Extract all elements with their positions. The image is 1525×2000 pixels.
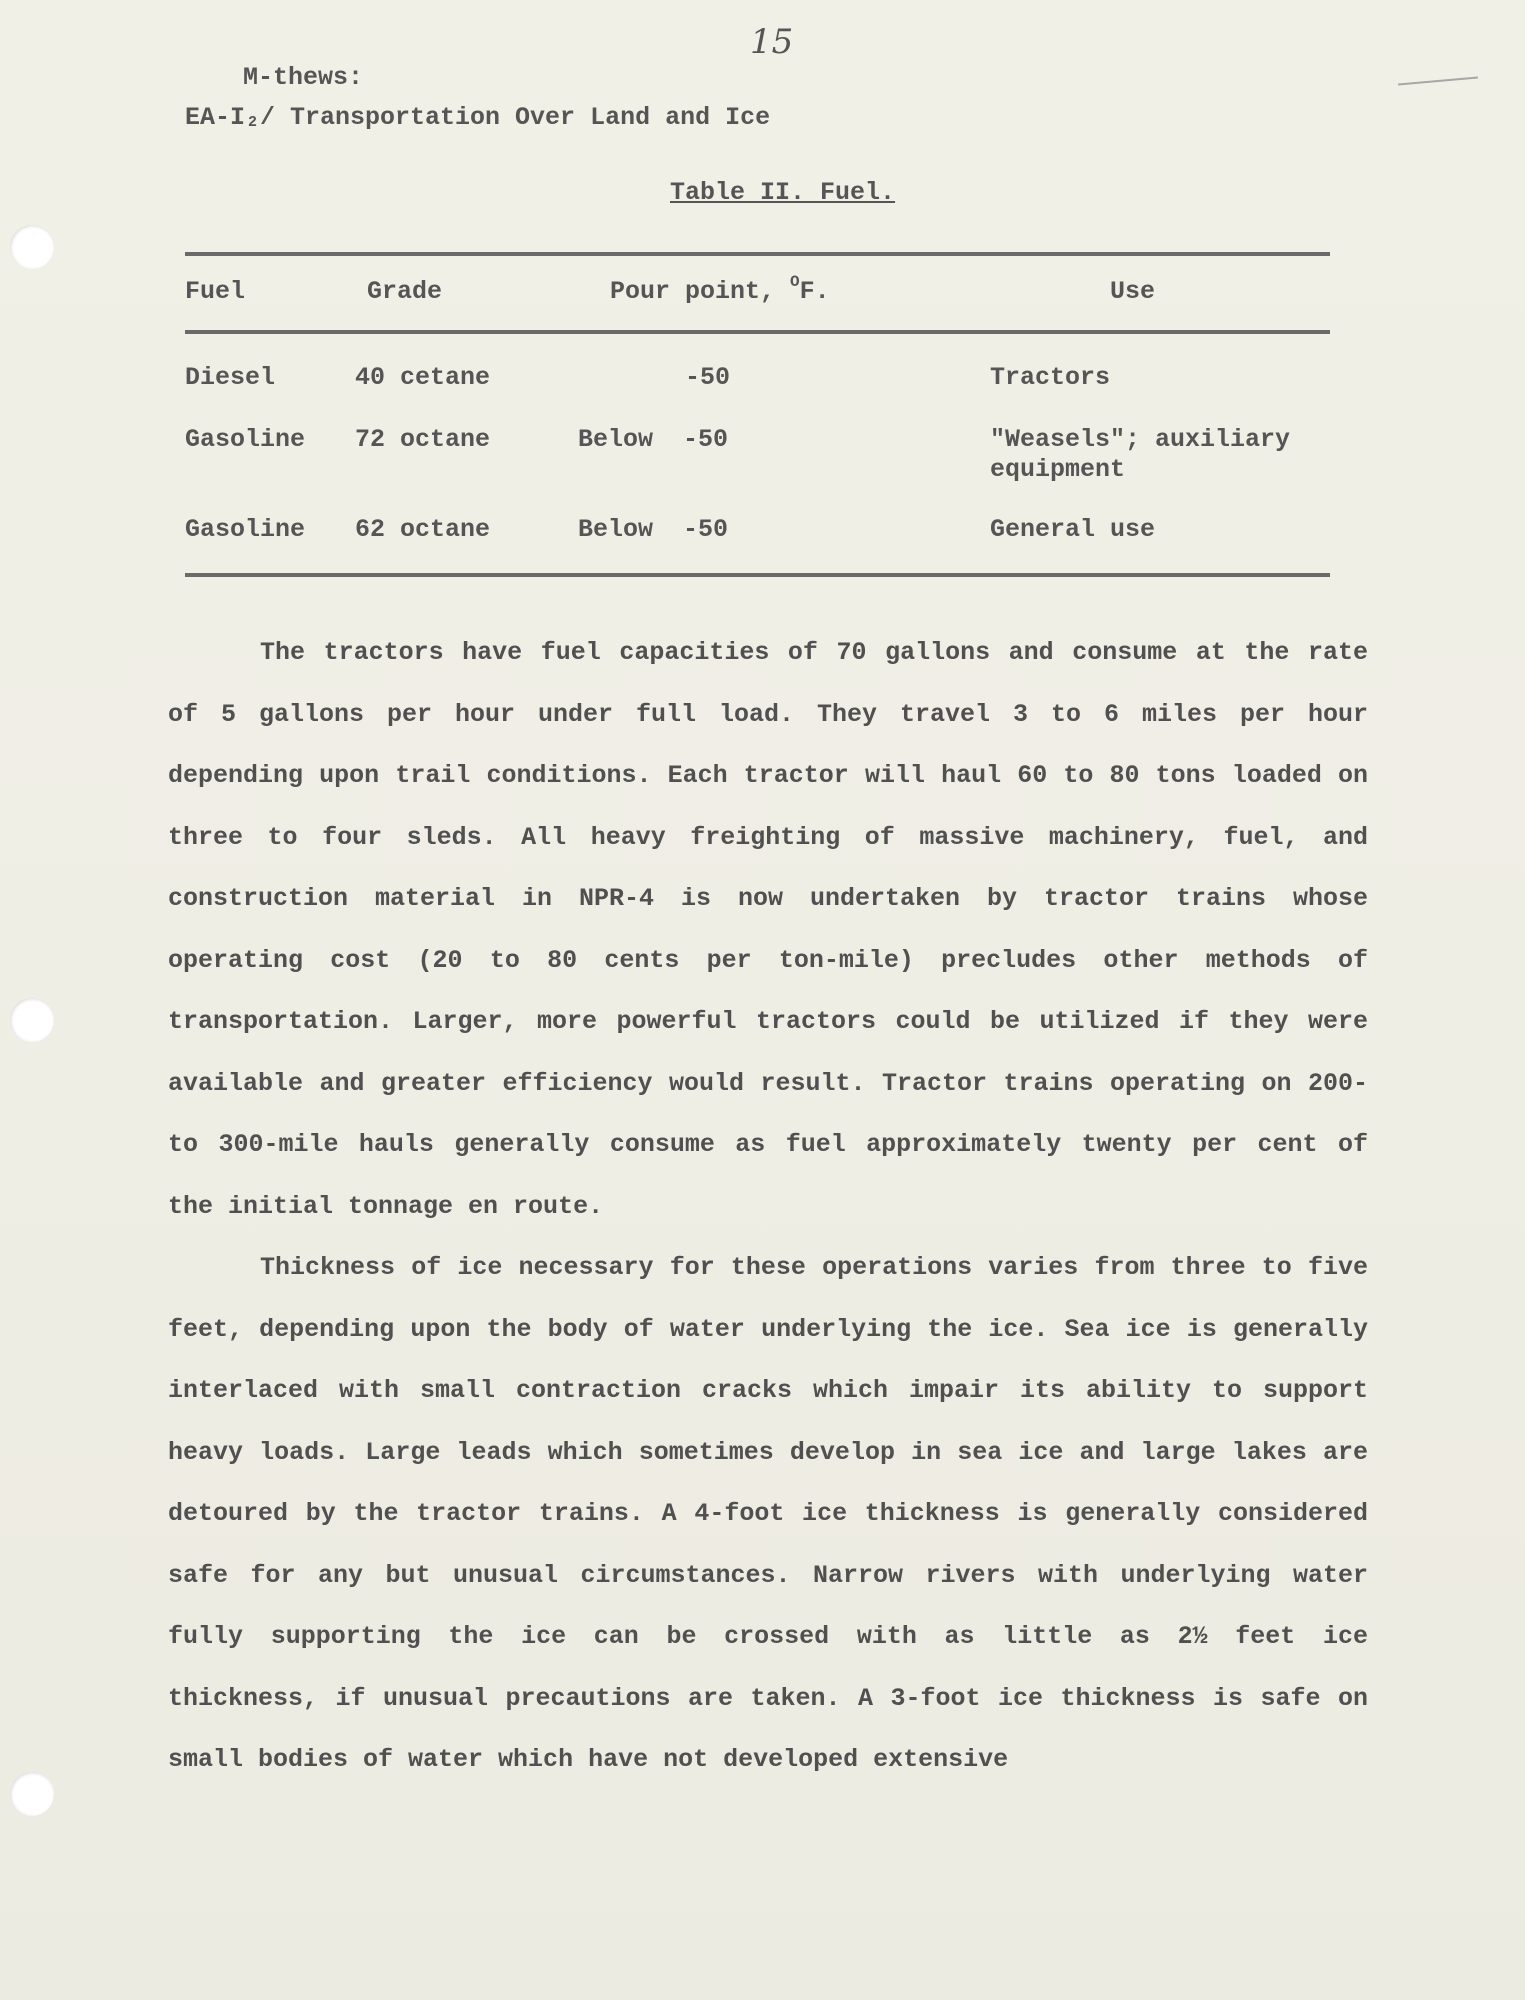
paragraph-tractors: The tractors have fuel capacities of 70 gallons and consume at the rate of 5 gallons per hour under full load. They travel 3 to 6 miles per hour depending upon trail conditions. Each tractor will haul 60 to 80 tons loaded on three to four sleds. All heavy freighting of massive machinery, fuel, and construction material in NPR-4 is now undertaken by tractor trains whose operating cost (20 to 80 cents per ton-mile) precludes other methods of transportation. Larger, more powerful tractors could be utilized if they were available and greater efficiency would result. Tractor trains operating on 200- to 300-mile hauls generally consume as fuel approximately twenty per cent of the initial tonnage en route. [168,638,1368,1221]
row-1-pour-point: -50 [685,363,731,392]
section-title: EA-I₂/ Transportation Over Land and Ice [185,103,771,132]
column-header-pour-point: Pour point, $^O$F. [610,273,830,306]
punch-hole-bottom [10,1772,54,1816]
table-top-rule [185,252,1330,256]
column-header-grade: Grade [367,277,443,306]
page-number: 15 [750,22,794,62]
row-2-use: "Weasels"; auxiliary [990,425,1291,454]
column-header-fuel: Fuel [185,277,246,306]
row-1-grade: 40 cetane [355,363,491,392]
body-text [168,622,1368,1791]
row-2-fuel: Gasoline [185,425,306,454]
table-header-rule [185,330,1330,334]
row-3-use: General use [990,515,1156,544]
column-header-use: Use [1110,277,1156,306]
margin-pencil-mark [1398,77,1478,86]
row-3-grade: 62 octane [355,515,491,544]
paragraph-ice-thickness: Thickness of ice necessary for these operations varies from three to five feet, depending upon the body of water underlying the ice. Sea ice is generally interlaced with small contraction cracks which impair its ability to support heavy loads. Large leads which sometimes develop in sea ice and large lakes are detoured by the tractor trains. A 4-foot ice thickness is generally considered safe for any but unusual circumstances. Narrow rivers with underlying water fully supporting the ice can be crossed with as little as 2½ feet ice thickness, if unusual precautions are taken. A 3-foot ice thickness is safe on small bodies of water which have not developed extensive [168,1253,1368,1774]
row-1-use: Tractors [990,363,1111,392]
author-line: M-thews: [243,63,364,92]
table-title: Table II. Fuel. [670,178,896,207]
row-3-pour-point: Below -50 [578,515,729,544]
row-2-pour-point: Below -50 [578,425,729,454]
punch-hole-top [10,225,54,269]
table-bottom-rule [185,573,1330,577]
row-3-fuel: Gasoline [185,515,306,544]
row-1-fuel: Diesel [185,363,276,392]
punch-hole-middle [10,998,54,1042]
row-2-grade: 72 octane [355,425,491,454]
row-2-use-continued: equipment [990,455,1126,484]
